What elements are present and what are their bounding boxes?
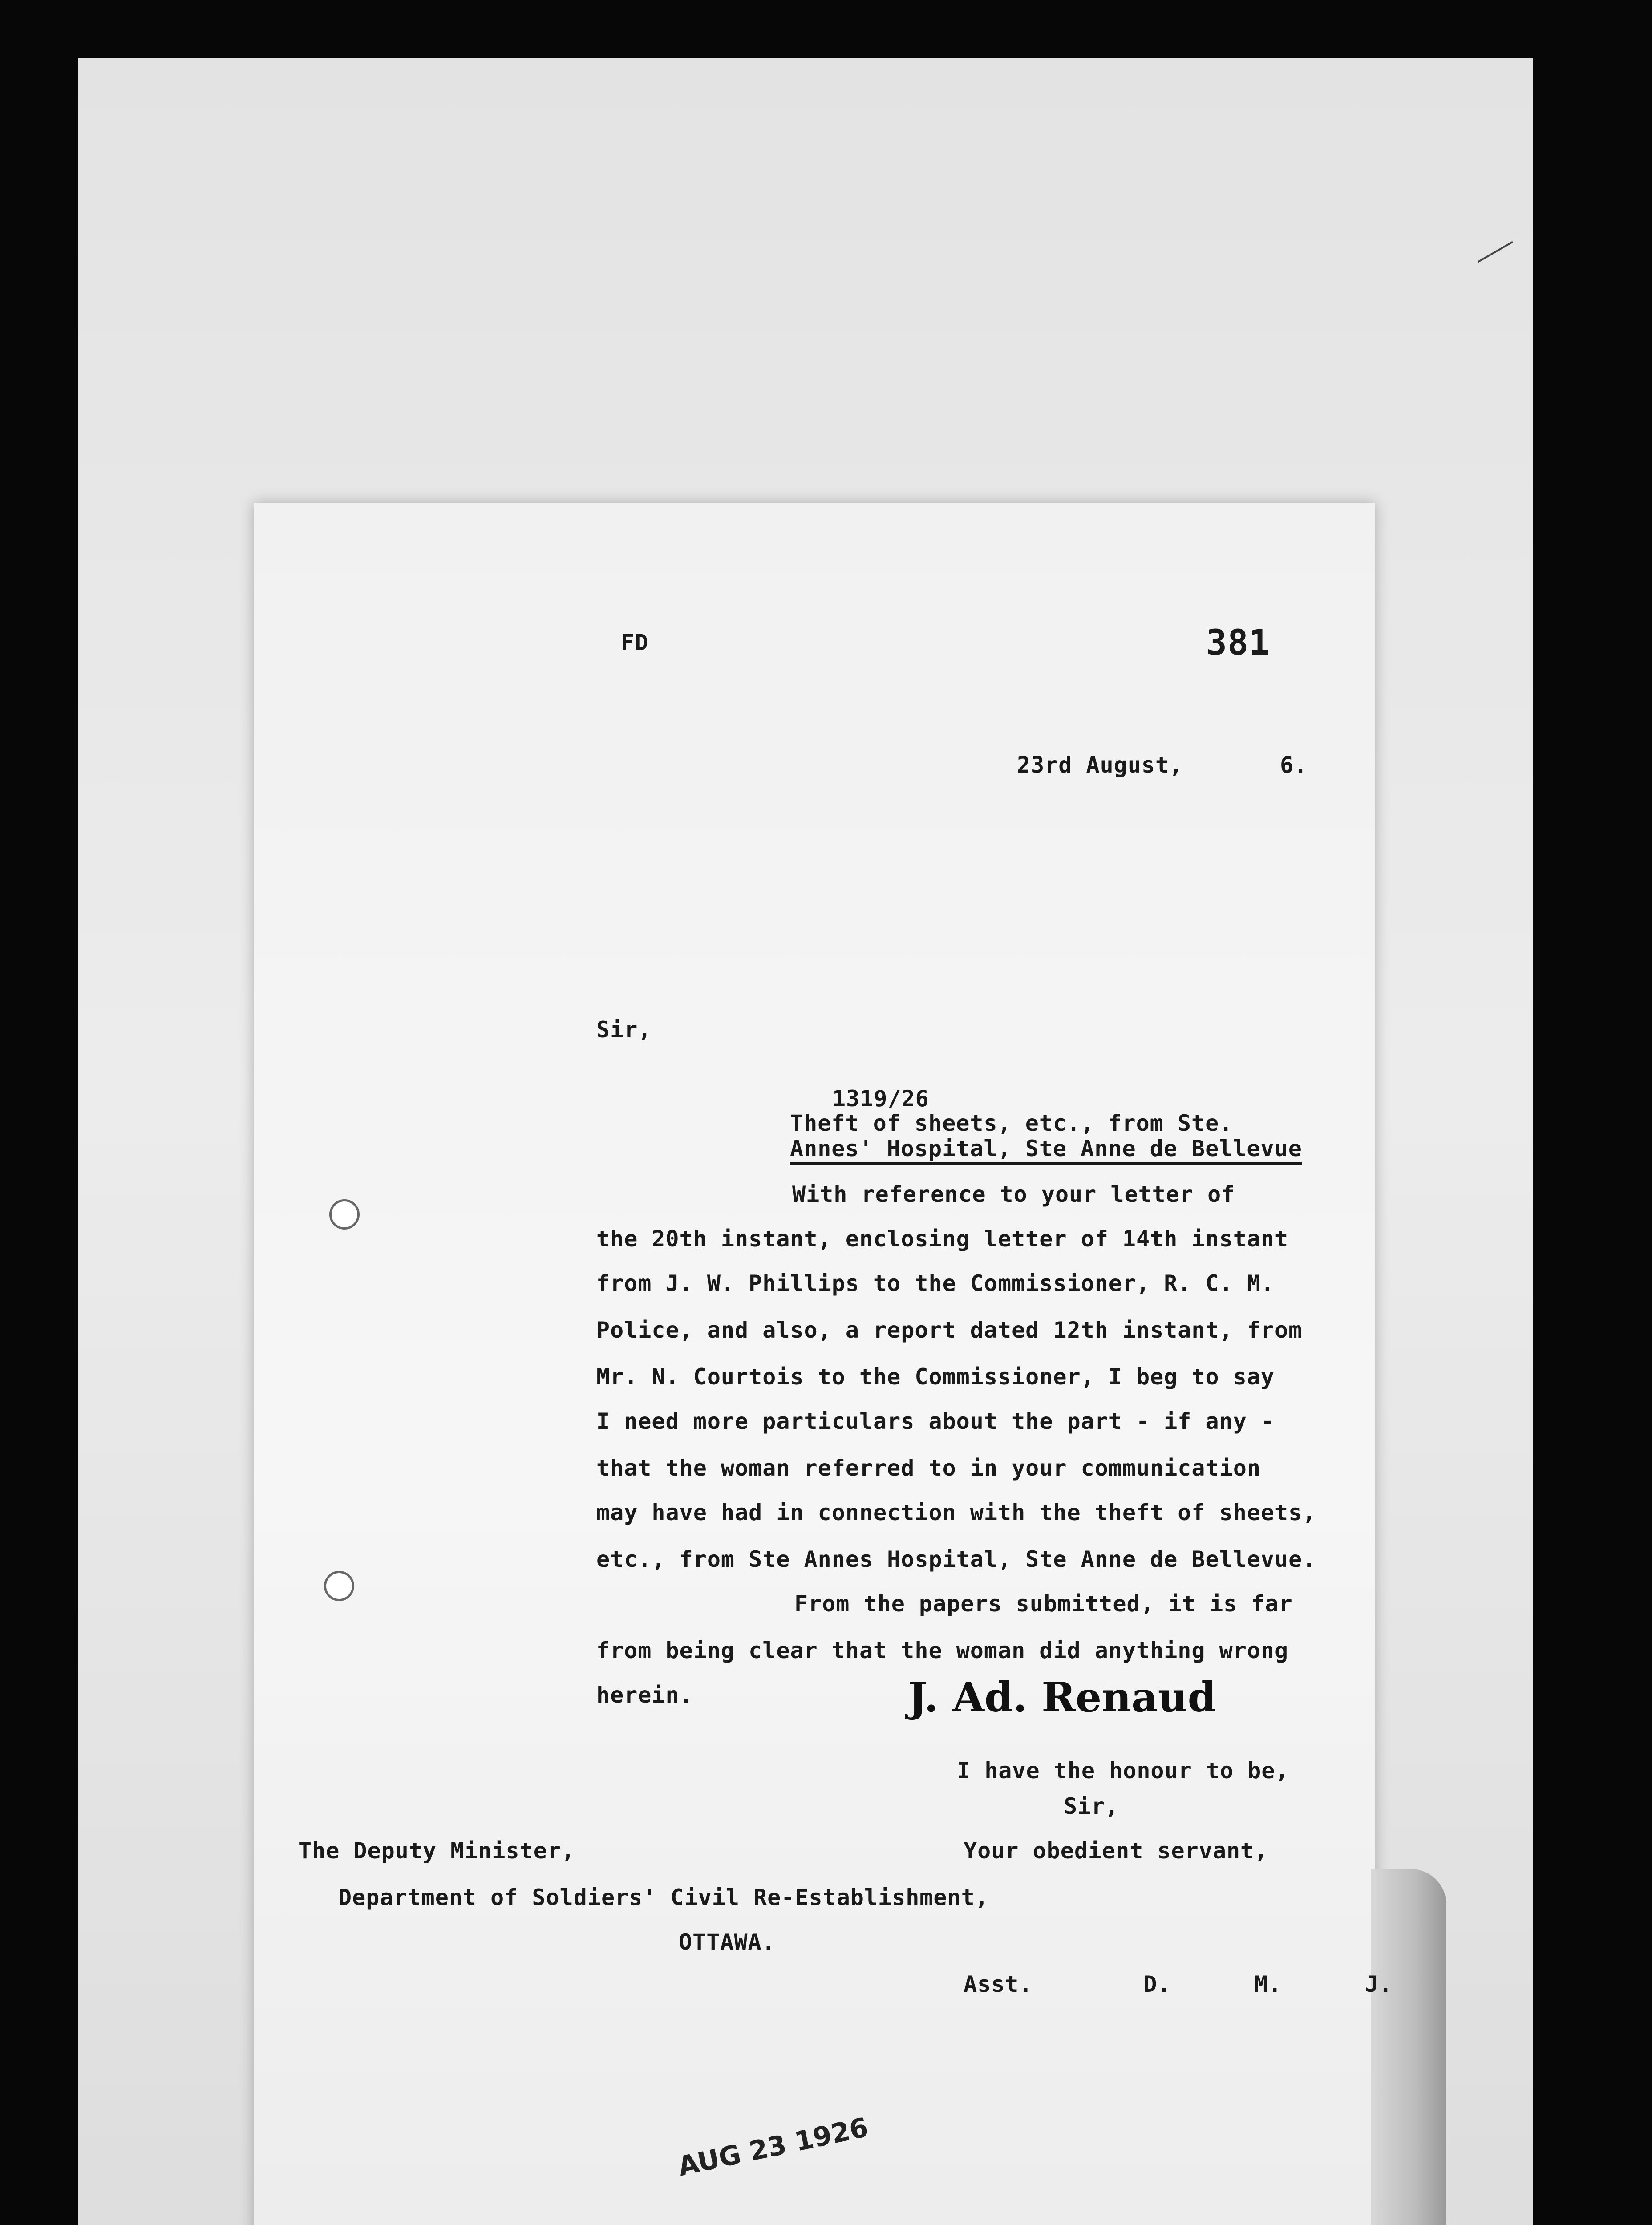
closing-line: Sir, — [1064, 1793, 1119, 1819]
file-number: 1319/26 — [832, 1086, 929, 1112]
signer-title: Asst. D. M. J. — [964, 1971, 1393, 1997]
salutation: Sir, — [596, 1017, 652, 1043]
handwritten-signature: J. Ad. Renaud — [908, 1673, 1216, 1721]
page-number: 381 — [1206, 623, 1270, 663]
punch-hole — [324, 1571, 354, 1601]
closing-line: I have the honour to be, — [957, 1758, 1289, 1784]
body-line: From the papers submitted, it is far — [794, 1591, 1293, 1617]
body-line: With reference to your letter of — [792, 1181, 1235, 1207]
body-line: from J. W. Phillips to the Commissioner, R. C. M. — [596, 1270, 1275, 1296]
body-line: the 20th instant, enclosing letter of 14th instant — [596, 1226, 1289, 1252]
addressee-line: The Deputy Minister, — [298, 1838, 575, 1864]
letter-date: 23rd August, 6. — [1017, 752, 1308, 778]
body-line: may have had in connection with the theft of sheets, — [596, 1500, 1316, 1525]
addressee-line: OTTAWA. — [679, 1929, 776, 1955]
subject-line: Theft of sheets, etc., from Ste. — [790, 1110, 1233, 1136]
body-line: that the woman referred to in your communication — [596, 1455, 1261, 1481]
file-reference: FD — [621, 630, 649, 655]
body-line: Mr. N. Courtois to the Commissioner, I beg to say — [596, 1364, 1275, 1390]
closing-line: Your obedient servant, — [964, 1838, 1268, 1864]
subject-line: Annes' Hospital, Ste Anne de Bellevue — [790, 1136, 1302, 1165]
received-date-stamp: AUG 23 1926 — [675, 2112, 871, 2183]
body-line: from being clear that the woman did anything wrong — [596, 1638, 1289, 1663]
body-line: herein. — [596, 1682, 693, 1708]
body-line: I need more particulars about the part - if any - — [596, 1408, 1275, 1434]
body-line: Police, and also, a report dated 12th instant, from — [596, 1317, 1303, 1343]
punch-hole — [329, 1199, 360, 1230]
page-curl — [1371, 1869, 1446, 2225]
addressee-line: Department of Soldiers' Civil Re-Establishment, — [338, 1885, 989, 1910]
body-line: etc., from Ste Annes Hospital, Ste Anne de Bellevue. — [596, 1546, 1316, 1572]
